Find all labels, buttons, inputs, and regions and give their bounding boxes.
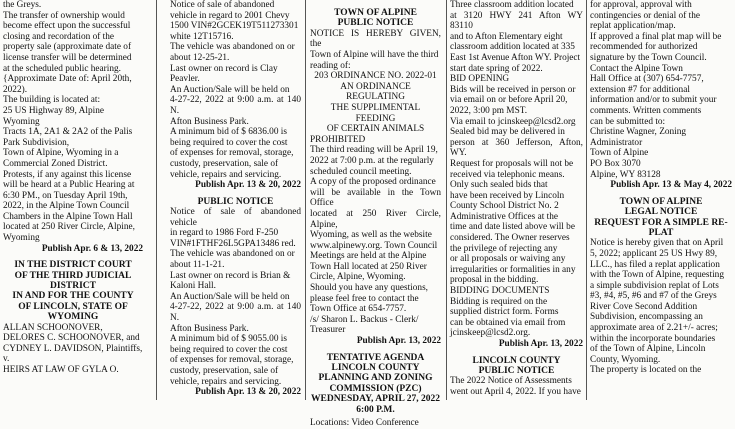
replat-request-body: Notice is hereby given that on April 5, 2022; applicant 25 US Hwy 89, LLC., has filed a replat application with the Town of Alpine, requesting a simple subdivision replat of Lots #3, #4, #5, #6 and #7 of the Greys River Cove Second Addition Subdivision, encompassing an approximate area of 2.21+/- acres; within the incorporate boundaries of the Town of Alpine, Lincoln County, Wyoming. The property is located on the: [590, 238, 724, 376]
publish-date: Publish Apr. 13, 2022: [498, 339, 583, 349]
column-1: [3, 0, 143, 400]
column-2: [170, 0, 301, 400]
publish-date: Publish Apr. 13 & May 4, 2022: [610, 180, 732, 191]
column-rule: [305, 0, 306, 400]
court-notice-heading: IN THE DISTRICT COURT OF THE THIRD JUDICIAL DISTRICT IN AND FOR THE COUNTY OF LINCOLN, STATE OF WYOMING: [12, 260, 134, 323]
publish-date: Publish Apr. 13 & 20, 2022: [195, 387, 301, 398]
column-rule: [586, 0, 587, 400]
column-4: [450, 0, 583, 400]
vehicle-sale-notice-2: Notice of sale of abandoned vehicle in regard to 1986 Ford F-250 VIN#1FTHF26L5GPA13486 red. The vehicle was abandoned on or about 11-1-21. Last owner on record is Brian & Kaloni Hall. An Auction/Sale will be held on 4-27-22, 2022 at 9:00 a.m. at 140 N. Afton Business Park. A minimum bid of $ 9055.00 is being required to cover the cost of expenses for removal, storage, custody, preservation, sale of vehicle, repairs and servicing.: [170, 207, 301, 387]
court-notice-body: ALLAN SCHOONOVER, DELORES C. SCHOONOVER, and CYDNEY L. DAVIDSON, Plaintiffs, v. HEIRS AT LAW OF GYLA O.: [3, 322, 143, 376]
column-3: [310, 0, 441, 429]
publish-date: Publish Apr. 6 & 13, 2022: [41, 243, 143, 254]
town-of-alpine-public-notice-heading: TOWN OF ALPINE PUBLIC NOTICE: [334, 8, 417, 29]
assessment-notice-body: The 2022 Notice of Assessments went out April 4, 2022. If you have: [450, 376, 581, 397]
vehicle-sale-notice-1: Notice of sale of abandoned vehicle in regard to 2001 Chevy 1500 VIN#2GCEK19T511273301 white 12T15716. The vehicle was abandoned on or about 12-25-21. Last owner on record is Clay Peavler. An Auction/Sale will be held on 4-27-22, 2022 at 9:00 a.m. at 140 N. Afton Business Park. A minimum bid of $ 6836.00 is being required to cover the cost of expenses for removal, storage, custody, preservation, sale of vehicle, repairs and servicing.: [170, 0, 301, 180]
column-rule: [446, 0, 447, 400]
ordinance-notice-body: NOTICE IS HEREBY GIVEN, the Town of Alpine will have the third reading of: 203 ORDINANCE NO. 2022-01 AN ORDINANCE REGULATING THE SUPPLIMENTAL FEEDING OF CERTAIN ANIMALS PROHIBITED The third reading will be April 19, 2022 at 7:00 p.m. at the regularly scheduled council meeting. A copy of the proposed ordinance will be available in the Town Office located at 250 River Circle, Alpine, Wyoming, as well as the website www.alpinewy.org. Town Council Meetings are held at the Alpine Town Hall located at 250 River Circle, Alpine, Wyoming. Should you have any questions, please feel free to contact the Town Office at 654-7757. /s/ Sharon L. Backus - Clerk/ Treasurer: [310, 28, 441, 336]
replat-request-heading: TOWN OF ALPINE LEGAL NOTICE REQUEST FOR A SIMPLE RE- PLAT: [594, 196, 728, 238]
liquor-license-notice-body: the Greys. The transfer of ownership would become effect upon the successful closing and recordation of the property sale (approximate date of license transfer will be determined at the scheduled public hearing. {Approximate Date of: April 20th, 2022). The building is located at: 25 US Highway 89, Alpine Wyoming Tracts 1A, 2A1 & 2A2 of the Palis Park Subdivision, Town of Alpine, Wyoming in a Commercial Zoned District. Protests, if any against this license will be heard at a Public Hearing at 6:30 PM., on Tuesday April 19th, 2022, in the Alpine Town Council Chambers in the Alpine Town Hall located at 250 River Circle, Alpine, Wyoming: [3, 0, 135, 244]
publish-date: Publish Apr. 13 & 20, 2022: [195, 180, 301, 191]
column-rule: [156, 0, 157, 400]
agenda-location: Locations: Video Conference: [310, 418, 419, 429]
publish-date: Publish Apr. 13, 2022: [356, 336, 441, 347]
lincoln-county-public-notice-heading: LINCOLN COUNTY PUBLIC NOTICE: [472, 355, 561, 376]
bid-notice-body: Three classroom addition located at 3120 HWY 241 Afton WY 83110 and to Afton Elementary eight classroom addition located at 335 East 1st Avenue Afton WY. Project start date spring of 2022. BID OPENING Bids will be received in person or via email on or before April 20, 2022, 3:00 pm MST. Via email to jcinskeep@lcsd2.org Sealed bid may be delivered in person at 360 Jefferson, Afton, WY. Request for proposals will not be received via telephonic means. Only such sealed bids that have been received by Lincoln County School District No. 2 Administrative Offices at the time and date listed above will be considered. The Owner reserves the privilege of rejecting any or all proposals or waiving any irregularities or formalities in any proposal in the bidding. BIDDING DOCUMENTS Bidding is required on the supplied district form. Forms can be obtained via email from jcinskeep@lcsd2.org.: [450, 0, 583, 339]
column-5: [590, 0, 732, 400]
public-notice-heading: PUBLIC NOTICE: [197, 196, 274, 207]
replat-approval-notice-body: for approval, approval with contingencies or denial of the replat application/map. If approved a final plat map will be recommended for authorized signature by the Town Council. Contact the Alpine Town Hall Office at (307) 654-7757, extension #7 for additional information and/or to submit your comments. Written comments can be submitted to: Christine Wagner, Zoning Administrator Town of Alpine PO Box 3070 Alpine, WY 83128: [590, 0, 722, 180]
tentative-agenda-heading: TENTATIVE AGENDA LINCOLN COUNTY PLANNING AND ZONING COMMISSION (PZC) WEDNESDAY, APRIL 27, 2022 6:00 P.M.: [311, 352, 440, 415]
